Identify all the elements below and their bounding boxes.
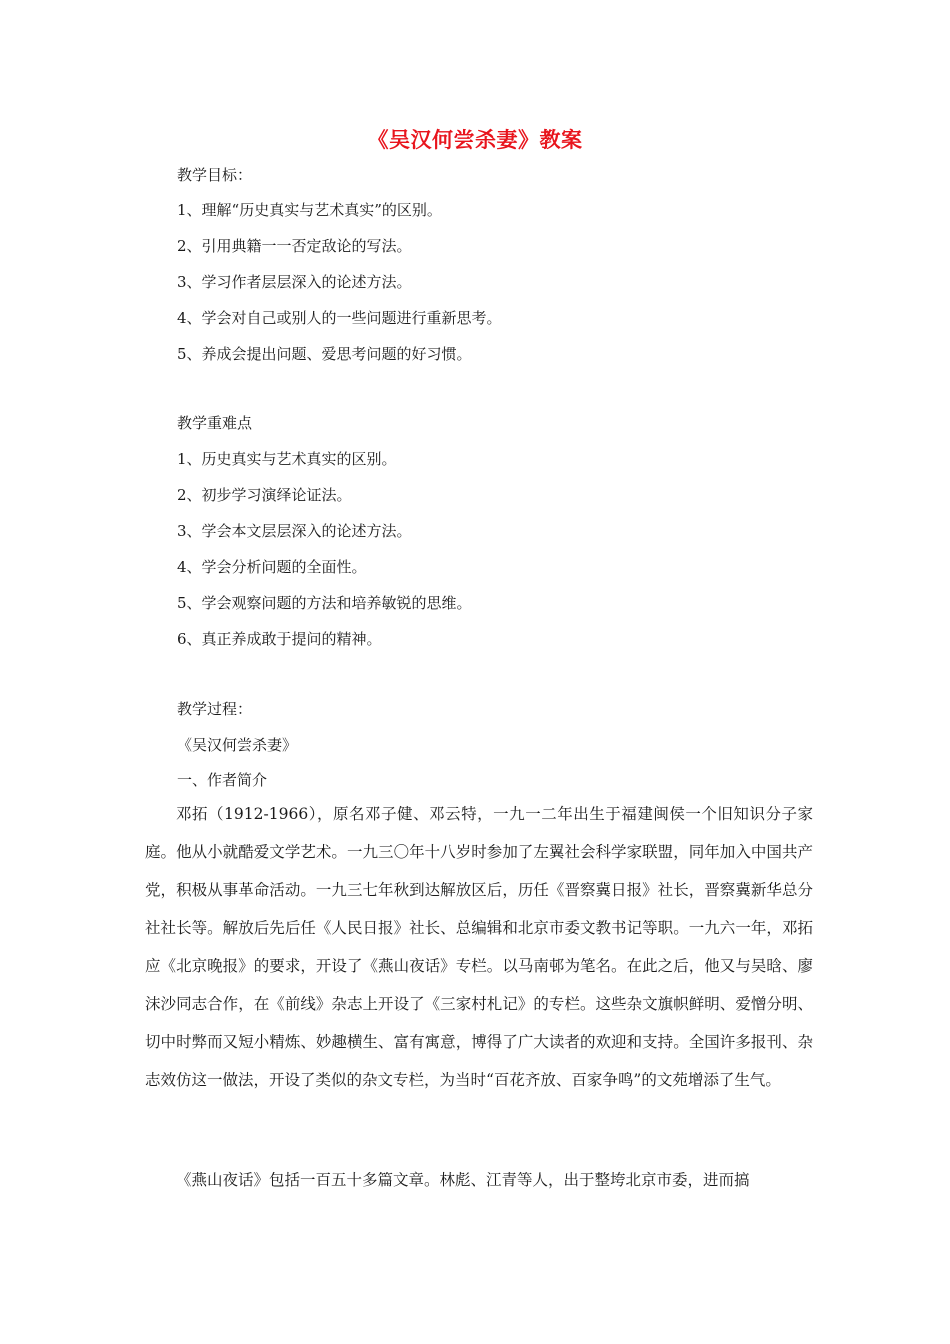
key-point-item: 4、学会分析问题的全面性。 (177, 558, 367, 576)
key-point-item: 3、学会本文层层深入的论述方法。 (177, 522, 412, 540)
section-heading: 一、作者简介 (177, 771, 268, 789)
author-intro-paragraph: 邓拓（1912-1966），原名邓子健、邓云特，一九一二年出生于福建闽侯一个旧知识分子家庭。他从小就酷爱文学艺术。一九三〇年十八岁时参加了左翼社会科学家联盟，同年加入中国共产党，积极从事革命活动。一九三七年秋到达解放区后，历任《晋察冀日报》社长，晋察冀新华总分社社长等。解放后先后任《人民日报》社长、总编辑和北京市委文教书记等职。一九六一年，邓拓应《北京晚报》的要求，开设了《燕山夜话》专栏。以马南邨为笔名。在此之后，他又与吴晗、廖沫沙同志合作，在《前线》杂志上开设了《三家村札记》的专栏。这些杂文旗帜鲜明、爱憎分明、切中时弊而又短小精炼、妙趣横生、富有寓意，博得了广大读者的欢迎和支持。全国许多报刊、杂志效仿这一做法，开设了类似的杂文专栏，为当时“百花齐放、百家争鸣”的文苑增添了生气。 (145, 805, 813, 1089)
goals-heading: 教学目标： (177, 166, 253, 184)
body-paragraph: 《燕山夜话》包括一百五十多篇文章。林彪、江青等人，出于整垮北京市委，进而搞 (176, 1171, 750, 1189)
document-title: 《吴汉何尝杀妻》教案 (367, 128, 583, 152)
goal-item: 3、学习作者层层深入的论述方法。 (177, 273, 412, 291)
key-point-item: 1、历史真实与艺术真实的区别。 (177, 450, 397, 468)
key-point-item: 2、初步学习演绎论证法。 (177, 486, 352, 504)
key-point-item: 5、学会观察问题的方法和培养敏锐的思维。 (177, 594, 472, 612)
goal-item: 2、引用典籍一一否定敌论的写法。 (177, 237, 412, 255)
process-subtitle: 《吴汉何尝杀妻》 (177, 736, 298, 754)
key-point-item: 6、真正养成敢于提问的精神。 (177, 630, 382, 648)
goal-item: 5、养成会提出问题、爱思考问题的好习惯。 (177, 345, 472, 363)
goal-item: 4、学会对自己或别人的一些问题进行重新思考。 (177, 309, 502, 327)
key-points-heading: 教学重难点 (177, 414, 253, 432)
goal-item: 1、理解“历史真实与艺术真实”的区别。 (177, 201, 442, 219)
process-heading: 教学过程： (177, 700, 253, 718)
